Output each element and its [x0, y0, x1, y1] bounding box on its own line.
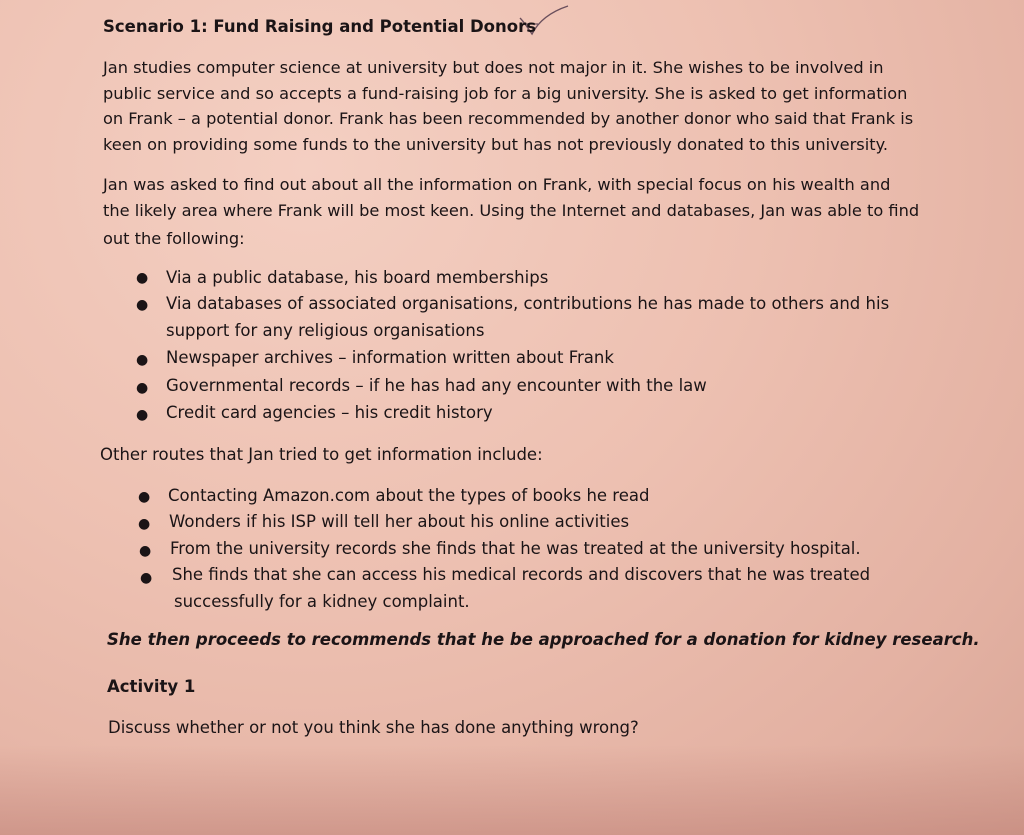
task-line-2: the likely area where Frank will be most keen. Using the Internet and databases, Jan was able to find [103, 201, 920, 220]
task-line-3: out the following: [103, 229, 245, 248]
found-item-4: Governmental records – if he has had any encounter with the law [166, 376, 707, 395]
bullet-icon: ● [138, 489, 151, 505]
activity-question: Discuss whether or not you think she has done anything wrong? [108, 718, 639, 737]
other-item-1: Contacting Amazon.com about the types of books he read [168, 486, 650, 505]
bullet-icon: ● [136, 297, 149, 313]
task-line-1: Jan was asked to find out about all the information on Frank, with special focus on his wealth and [103, 175, 891, 194]
intro-line-2: public service and so accepts a fund-raising job for a big university. She is asked to get information [103, 84, 908, 103]
bullet-icon: ● [136, 352, 149, 368]
found-item-3: Newspaper archives – information written about Frank [166, 348, 614, 367]
other-item-3: From the university records she finds that he was treated at the university hospital. [170, 539, 861, 558]
bullet-icon: ● [138, 516, 151, 532]
activity-title: Activity 1 [107, 677, 196, 696]
intro-line-3: on Frank – a potential donor. Frank has been recommended by another donor who said that Frank is [103, 109, 914, 128]
bullet-icon: ● [136, 380, 149, 396]
other-item-4-cont: successfully for a kidney complaint. [174, 592, 470, 611]
bullet-icon: ● [136, 407, 149, 423]
intro-line-1: Jan studies computer science at university but does not major in it. She wishes to be involved in [103, 58, 884, 77]
bullet-icon: ● [136, 270, 149, 286]
other-routes-heading: Other routes that Jan tried to get information include: [100, 445, 543, 464]
found-item-2-cont: support for any religious organisations [166, 321, 485, 340]
intro-line-4: keen on providing some funds to the university but has not previously donated to this university. [103, 135, 888, 154]
other-item-4: She finds that she can access his medical records and discovers that he was treated [172, 565, 871, 584]
found-item-1: Via a public database, his board memberships [166, 268, 549, 287]
bullet-icon: ● [140, 570, 153, 586]
page-shadow [0, 745, 1024, 835]
other-item-2: Wonders if his ISP will tell her about his online activities [169, 512, 630, 531]
bullet-icon: ● [139, 543, 152, 559]
scenario-title: Scenario 1: Fund Raising and Potential Donors [103, 17, 537, 36]
found-item-2: Via databases of associated organisations, contributions he has made to others and his [166, 294, 890, 313]
conclusion: She then proceeds to recommends that he be approached for a donation for kidney research. [107, 630, 980, 649]
found-item-5: Credit card agencies – his credit history [166, 403, 493, 422]
